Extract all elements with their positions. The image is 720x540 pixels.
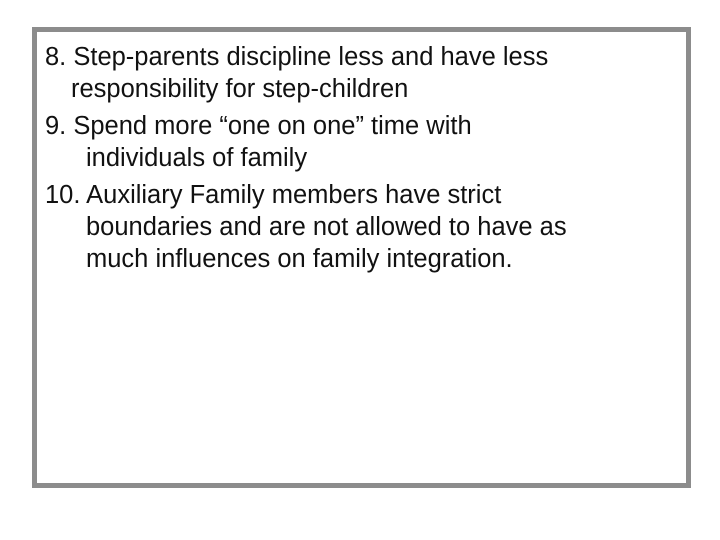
list-item-10-line-3: much influences on family integration. [86, 245, 513, 273]
list-item-9-line-2: individuals of family [86, 144, 308, 172]
list-item-10-line-2: boundaries and are not allowed to have as [86, 213, 567, 241]
list-item-10 [45, 179, 678, 275]
list-item-8-line-2: responsibility for step-children [71, 75, 409, 103]
bullet-list [45, 41, 678, 280]
list-item-9 [45, 110, 678, 174]
list-item-10-line-1: 10. Auxiliary Family members have strict [45, 181, 502, 209]
list-item-9-line-1: 9. Spend more “one on one” time with [45, 112, 472, 140]
content-frame [32, 27, 691, 488]
list-item-8 [45, 41, 678, 105]
list-item-8-line-1: 8. Step-parents discipline less and have less [45, 43, 549, 71]
